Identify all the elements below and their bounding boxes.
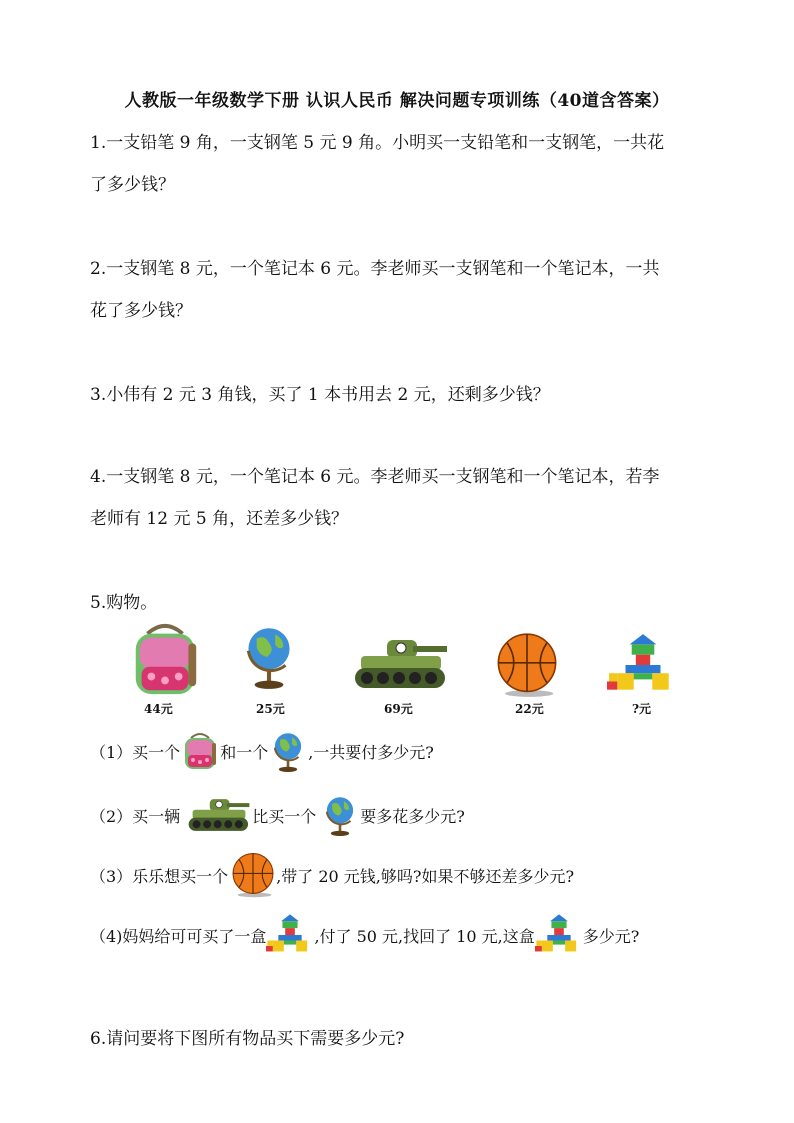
question-1-line-1: 1.一支铅笔 9 角，一支钢笔 5 元 9 角。小明买一支铅笔和一支钢笔，一共花 bbox=[90, 133, 665, 153]
price-globe: 25元 bbox=[256, 702, 285, 716]
price-backpack: 44元 bbox=[144, 702, 173, 716]
backpack-icon bbox=[180, 730, 220, 772]
price-tank: 69元 bbox=[384, 702, 413, 716]
part-1-text-b: 和一个 bbox=[220, 742, 269, 762]
globe-icon bbox=[320, 792, 360, 838]
part-3-text-a: （3）乐乐想买一个 bbox=[90, 866, 229, 886]
question-6-line-1: 6.请问要将下图所有物品买下需要多少元? bbox=[90, 1029, 405, 1049]
price-blocks: ?元 bbox=[632, 702, 652, 716]
tank-icon bbox=[186, 795, 252, 835]
part-1-text-a: （1）买一个 bbox=[90, 742, 181, 762]
basketball-icon bbox=[230, 852, 276, 898]
question-3-line-1: 3.小伟有 2 元 3 角钱，买了 1 本书用去 2 元，还剩多少钱？ bbox=[90, 385, 550, 405]
part-2-text-c: 要多花多少元? bbox=[360, 806, 465, 826]
question-4-line-2: 老师有 12 元 5 角，还差多少钱？ bbox=[90, 509, 349, 529]
question-2-line-2: 花了多少钱？ bbox=[90, 301, 192, 321]
question-2-line-1: 2.一支钢笔 8 元，一个笔记本 6 元。李老师买一支钢笔和一个笔记本，一共 bbox=[90, 259, 660, 279]
backpack-icon bbox=[124, 620, 206, 698]
part-4-text-c: 多少元? bbox=[582, 926, 640, 946]
part-2-text-b: 比买一个 bbox=[252, 806, 317, 826]
question-5-part-3 bbox=[90, 852, 574, 898]
part-3-text-b: ,带了 20 元钱,够吗?如果不够还差多少元? bbox=[276, 866, 575, 886]
part-2-text-a: （2）买一辆 bbox=[90, 806, 181, 826]
question-5-heading: 5.购物。 bbox=[90, 593, 158, 613]
part-4-text-b: ,付了 50 元,找回了 10 元,这盒 bbox=[314, 926, 535, 946]
worksheet-title: 人教版一年级数学下册 认识人民币 解决问题专项训练（40道含答案） bbox=[124, 91, 670, 111]
part-1-text-c: ,一共要付多少元? bbox=[308, 742, 434, 762]
tank-icon bbox=[351, 632, 451, 696]
price-basketball: 22元 bbox=[515, 702, 544, 716]
blocks-icon bbox=[535, 914, 583, 956]
blocks-icon bbox=[266, 914, 314, 956]
question-5-part-1 bbox=[90, 728, 434, 774]
question-4-line-1: 4.一支钢笔 8 元，一个笔记本 6 元。李老师买一支钢笔和一个笔记本，若李 bbox=[90, 467, 660, 487]
globe-icon bbox=[238, 620, 300, 692]
part-4-text-a: （4)妈妈给可可买了一盒 bbox=[90, 926, 267, 946]
question-1-line-2: 了多少钱？ bbox=[90, 175, 175, 195]
question-5-part-2 bbox=[90, 792, 465, 838]
blocks-icon bbox=[607, 634, 679, 696]
basketball-icon bbox=[494, 632, 560, 698]
question-5-part-4 bbox=[90, 914, 639, 956]
globe-icon bbox=[268, 728, 308, 774]
